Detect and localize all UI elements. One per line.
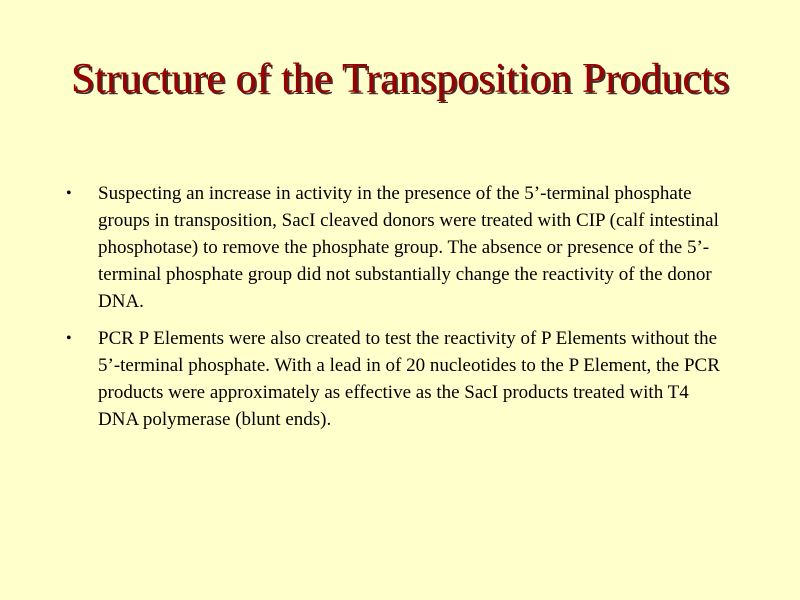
bullet-text: Suspecting an increase in activity in the presence of the 5’-terminal phosphate groups in transposition, SacI cleaved donors were treated with CIP (calf intestinal phosphotase) to remove the phosphate group. The absence or presence of the 5’-terminal phosphate group did not substantially change the reactivity of the donor DNA. xyxy=(98,183,719,312)
slide-title: Structure of the Transposition Products xyxy=(71,56,729,102)
bullet-item xyxy=(62,325,732,433)
bullet-icon: • xyxy=(66,185,72,202)
bullet-icon: • xyxy=(66,330,72,347)
bullet-item xyxy=(62,180,732,315)
bullet-list xyxy=(62,180,732,443)
bullet-text: PCR P Elements were also created to test the reactivity of P Elements without the 5’-terminal phosphate. With a lead in of 20 nucleotides to the P Element, the PCR products were approximately as effective as the SacI products treated with T4 DNA polymerase (blunt ends). xyxy=(98,328,720,430)
